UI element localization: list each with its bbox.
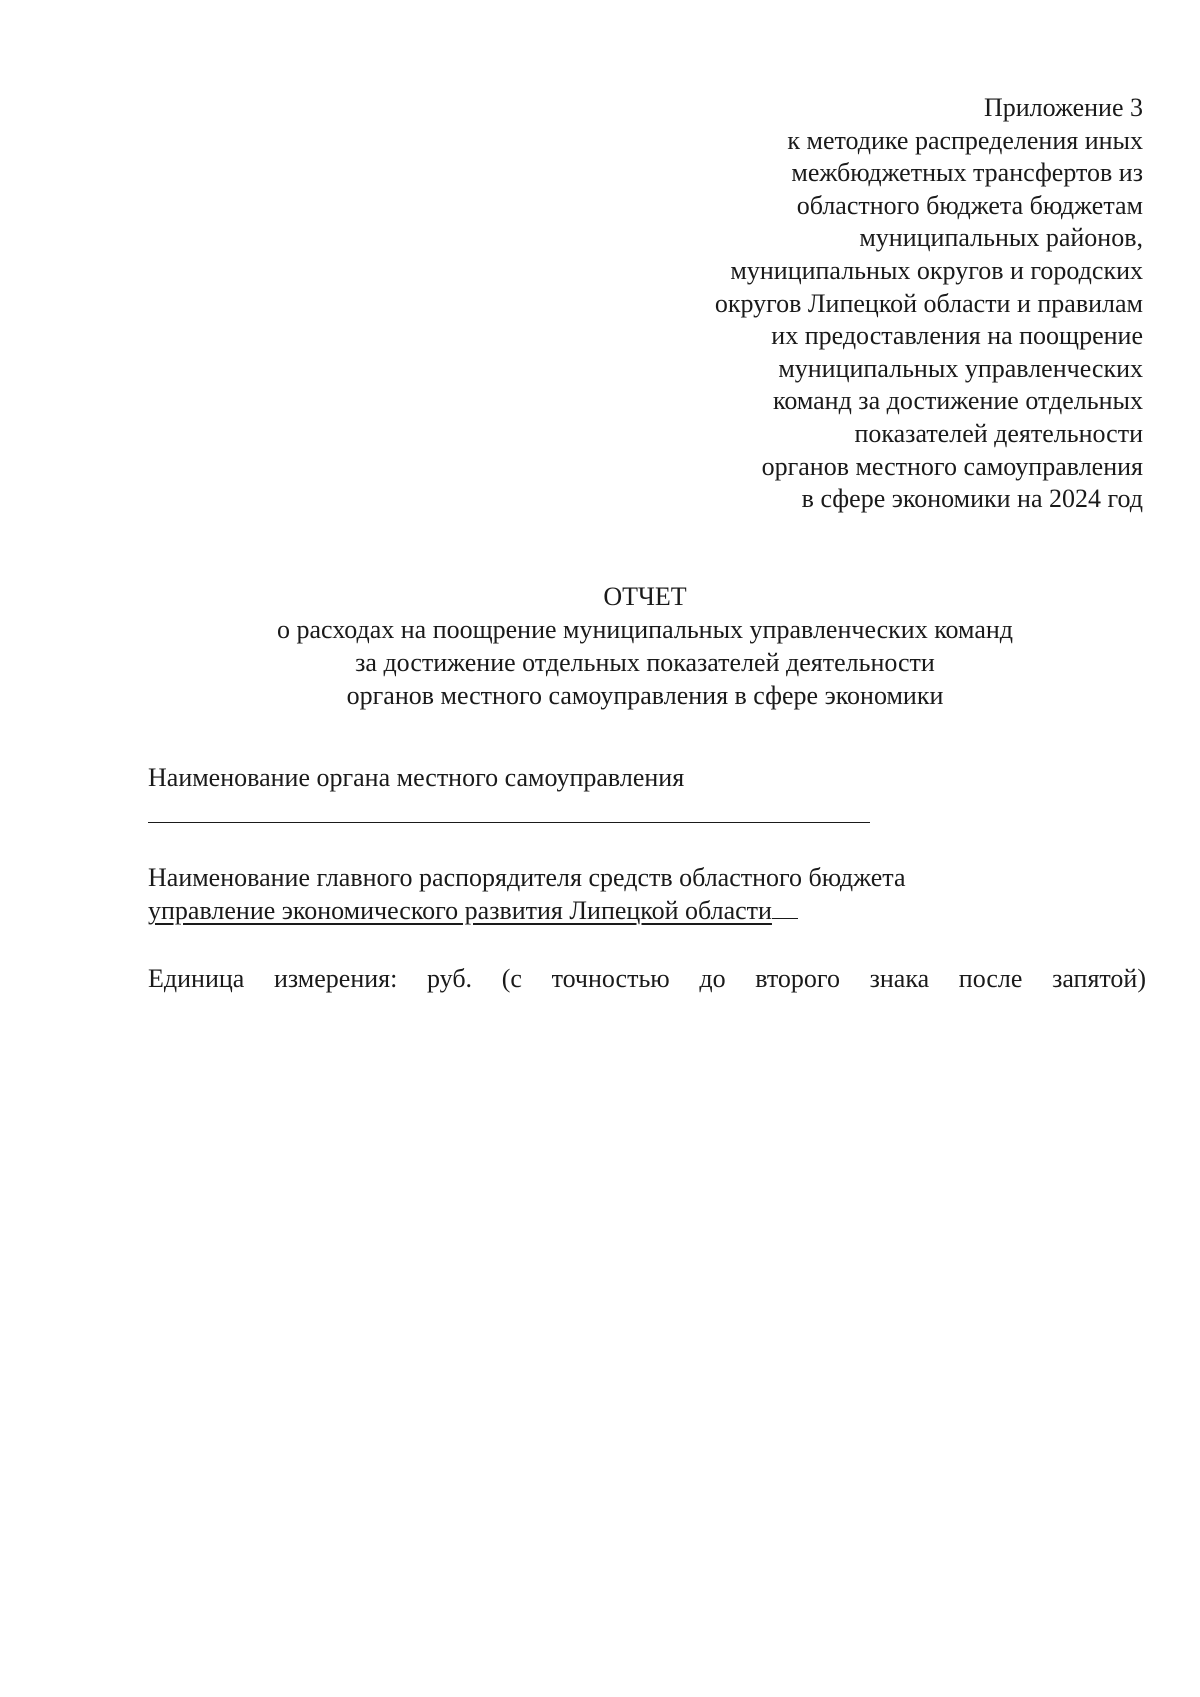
unit-word: после (958, 964, 1023, 993)
appendix-header (583, 92, 1143, 516)
appendix-line: Приложение 3 (983, 93, 1143, 122)
budget-manager-underline-tail (772, 896, 798, 919)
appendix-line: межбюджетных трансфертов из (791, 158, 1143, 188)
unit-word: (с (501, 964, 522, 993)
appendix-line: муниципальных районов, (859, 223, 1143, 253)
unit-word: измерения: (273, 964, 398, 993)
unit-word: точностью (551, 964, 670, 993)
report-title: ОТЧЕТ (603, 582, 687, 611)
unit-word: знака (869, 964, 930, 993)
org-name-blank-field[interactable] (148, 822, 870, 823)
report-heading (130, 580, 1160, 712)
budget-manager-label: Наименование главного распорядителя средств областного бюджета (148, 863, 906, 892)
unit-of-measure (148, 962, 1146, 995)
report-subtitle-line: органов местного самоуправления в сфере экономики (346, 681, 944, 710)
appendix-line: в сфере экономики на 2024 год (801, 484, 1143, 514)
org-name-label: Наименование органа местного самоуправления (148, 763, 685, 792)
report-subtitle-line: за достижение отдельных показателей деятельности (355, 648, 935, 677)
appendix-line: областного бюджета бюджетам (796, 190, 1143, 220)
unit-word: второго (755, 964, 840, 993)
appendix-line: показателей деятельности (854, 418, 1143, 448)
appendix-line: муниципальных округов и городских (730, 255, 1143, 285)
unit-word: запятой) (1052, 964, 1146, 993)
unit-word: до (699, 964, 726, 993)
budget-manager-value: управление экономического развития Липецкой области (148, 896, 772, 925)
appendix-line: округов Липецкой области и правилам (714, 288, 1143, 318)
budget-manager-field (148, 894, 798, 927)
appendix-line: команд за достижение отдельных (773, 386, 1143, 416)
report-subtitle-line: о расходах на поощрение муниципальных управленческих команд (276, 615, 1013, 644)
unit-word: руб. (427, 964, 473, 993)
appendix-line: к методике распределения иных (787, 125, 1143, 155)
appendix-line: органов местного самоуправления (761, 451, 1143, 481)
unit-word: Единица (148, 964, 245, 993)
appendix-line: их предоставления на поощрение (771, 321, 1143, 351)
appendix-line: муниципальных управленческих (778, 353, 1143, 383)
